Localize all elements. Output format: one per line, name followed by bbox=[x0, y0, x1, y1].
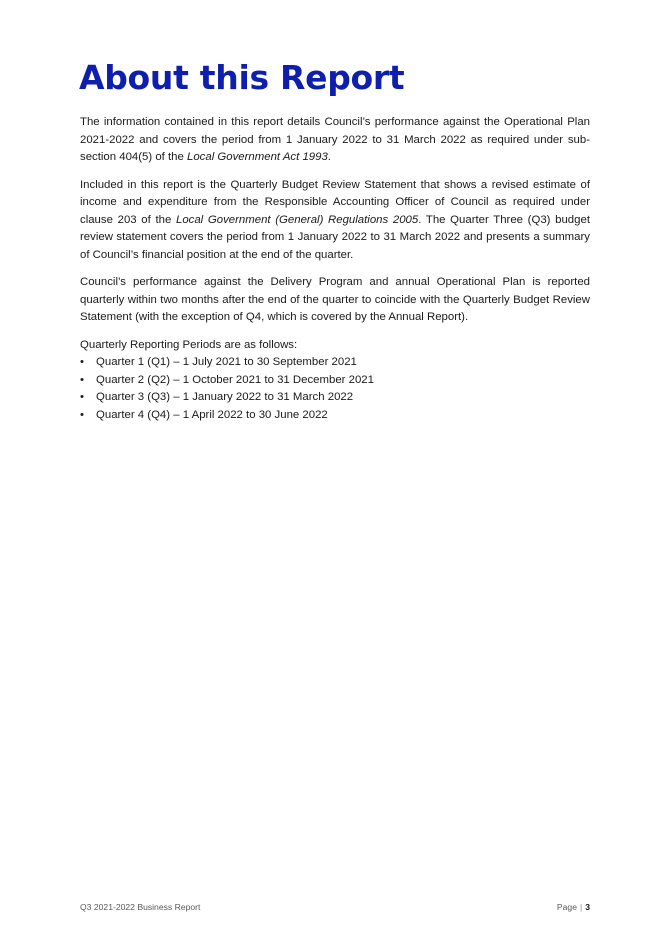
paragraph-text: The information contained in this report details Council’s performance against the Operational Plan 2021-2022 and covers the period from 1 January 2022 to 31 March 2022 as required under sub-section 404(5) of the bbox=[80, 116, 590, 163]
paragraph-reporting-frequency: Council’s performance against the Delivery Program and annual Operational Plan is reported quarterly within two months after the end of the quarter to coincide with the Quarterly Budget Review Statement (with the exception of Q4, which is covered by the Annual Report). bbox=[80, 276, 590, 323]
page-footer bbox=[80, 902, 590, 912]
bullet-icon: • bbox=[80, 356, 84, 368]
legislation-reference: Local Government Act 1993 bbox=[187, 151, 328, 163]
paragraph-text: Included in this report is the Quarterly Budget Review Statement that shows a revised estimate of income and expenditure from the Responsible Accounting Officer of Council as required under clause 203 of the bbox=[80, 178, 590, 226]
footer-separator: | bbox=[579, 902, 583, 912]
paragraph-report-scope bbox=[80, 114, 590, 167]
paragraph-budget-review bbox=[80, 177, 590, 265]
paragraph-text: . bbox=[327, 151, 331, 163]
period-label: Quarter 1 (Q1) – 1 July 2021 to 30 September 2021 bbox=[96, 356, 357, 368]
list-item bbox=[80, 354, 590, 372]
footer-report-name: Q3 2021-2022 Business Report bbox=[80, 902, 201, 912]
reporting-periods-list bbox=[80, 354, 590, 424]
page-number: 3 bbox=[585, 902, 590, 912]
list-item bbox=[80, 389, 590, 407]
footer-page-indicator bbox=[557, 902, 590, 912]
period-label: Quarter 3 (Q3) – 1 January 2022 to 31 March 2022 bbox=[96, 391, 354, 403]
page-label: Page bbox=[556, 902, 577, 912]
bullet-icon: • bbox=[80, 373, 84, 386]
bullet-icon: • bbox=[80, 391, 84, 403]
regulation-reference: Local Government (General) Regulations 2005 bbox=[175, 213, 419, 226]
page-title: About this Report bbox=[79, 58, 405, 97]
paragraph-text: . The Quarter Three (Q3) budget review statement covers the period from 1 January 2022 to 31 March 2022 and presents a summary of Council’s financial position at the end of the quarter. bbox=[80, 213, 590, 261]
periods-intro: Quarterly Reporting Periods are as follows: bbox=[80, 338, 298, 351]
list-item bbox=[80, 407, 590, 425]
period-label: Quarter 2 (Q2) – 1 October 2021 to 31 December 2021 bbox=[96, 373, 374, 386]
report-body bbox=[80, 114, 590, 424]
bullet-icon: • bbox=[80, 408, 84, 421]
period-label: Quarter 4 (Q4) – 1 April 2022 to 30 June 2022 bbox=[96, 408, 328, 421]
list-item bbox=[80, 372, 590, 390]
